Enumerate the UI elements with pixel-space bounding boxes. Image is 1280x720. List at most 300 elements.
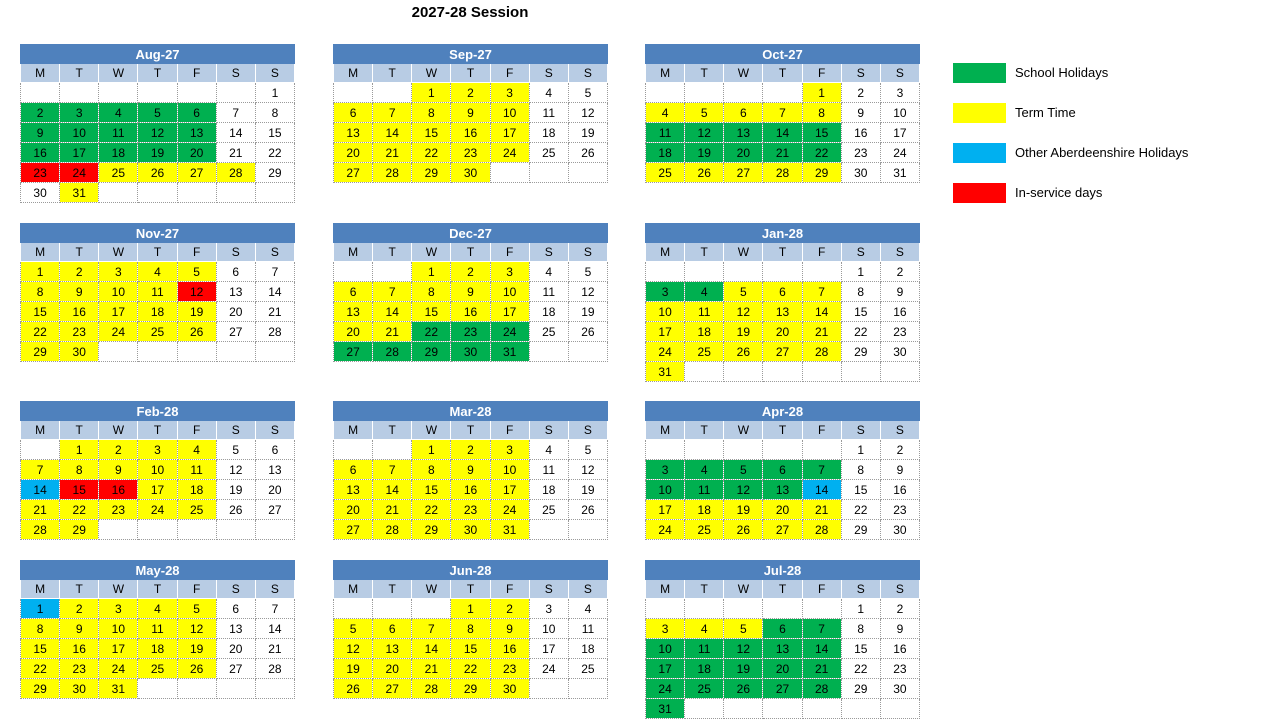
empty-cell (373, 83, 412, 103)
day-cell: 29 (255, 163, 294, 183)
day-cell: 4 (685, 282, 724, 302)
weekday-header: T (685, 243, 724, 262)
day-cell: 8 (841, 460, 880, 480)
empty-cell (99, 183, 138, 203)
day-cell: 22 (412, 143, 451, 163)
day-cell: 8 (21, 282, 60, 302)
day-cell: 21 (21, 500, 60, 520)
day-cell: 28 (763, 163, 802, 183)
day-cell: 5 (568, 440, 607, 460)
day-cell: 29 (841, 342, 880, 362)
day-cell: 13 (724, 123, 763, 143)
day-cell: 29 (21, 342, 60, 362)
day-cell: 21 (802, 659, 841, 679)
day-cell: 12 (334, 639, 373, 659)
day-cell: 30 (60, 342, 99, 362)
weekday-header: M (646, 580, 685, 599)
day-cell: 8 (412, 103, 451, 123)
day-cell: 18 (568, 639, 607, 659)
day-cell: 9 (451, 103, 490, 123)
empty-cell (724, 699, 763, 719)
day-cell: 5 (685, 103, 724, 123)
month-calendar-sep-27 (333, 44, 608, 183)
month-calendar-oct-27 (645, 44, 920, 183)
day-cell: 6 (373, 619, 412, 639)
day-cell: 22 (255, 143, 294, 163)
day-cell: 1 (21, 599, 60, 619)
month-calendar-feb-28 (20, 401, 295, 540)
weekday-header: M (21, 421, 60, 440)
day-cell: 10 (99, 282, 138, 302)
empty-cell (685, 262, 724, 282)
day-cell: 9 (451, 282, 490, 302)
day-cell: 21 (412, 659, 451, 679)
day-cell: 17 (99, 302, 138, 322)
day-cell: 24 (646, 520, 685, 540)
day-cell: 25 (685, 520, 724, 540)
day-cell: 18 (685, 500, 724, 520)
empty-cell (646, 599, 685, 619)
weekday-header: T (685, 580, 724, 599)
day-cell: 18 (685, 659, 724, 679)
empty-cell (255, 679, 294, 699)
day-cell: 31 (490, 520, 529, 540)
day-cell: 9 (60, 282, 99, 302)
weekday-header: S (880, 64, 919, 83)
weekday-header: W (724, 580, 763, 599)
day-cell: 2 (451, 83, 490, 103)
day-cell: 5 (138, 103, 177, 123)
weekday-header: W (412, 64, 451, 83)
day-cell: 6 (763, 282, 802, 302)
day-cell: 22 (841, 500, 880, 520)
weekday-header: T (373, 421, 412, 440)
day-cell: 22 (60, 500, 99, 520)
day-cell: 12 (724, 639, 763, 659)
day-cell: 1 (60, 440, 99, 460)
day-cell: 14 (255, 619, 294, 639)
day-cell: 30 (490, 679, 529, 699)
day-cell: 13 (763, 639, 802, 659)
weekday-header: W (412, 243, 451, 262)
day-cell: 13 (373, 639, 412, 659)
day-cell: 5 (568, 262, 607, 282)
day-cell: 3 (529, 599, 568, 619)
empty-cell (373, 440, 412, 460)
empty-cell (177, 520, 216, 540)
day-cell: 9 (880, 619, 919, 639)
day-cell: 8 (802, 103, 841, 123)
weekday-header: T (138, 64, 177, 83)
day-cell: 27 (177, 163, 216, 183)
empty-cell (568, 679, 607, 699)
weekday-header: T (451, 580, 490, 599)
day-cell: 1 (841, 440, 880, 460)
weekday-header: M (646, 421, 685, 440)
day-cell: 16 (880, 480, 919, 500)
empty-cell (724, 440, 763, 460)
day-cell: 8 (255, 103, 294, 123)
day-cell: 7 (255, 262, 294, 282)
weekday-header: W (99, 243, 138, 262)
day-cell: 22 (21, 659, 60, 679)
day-cell: 29 (60, 520, 99, 540)
day-cell: 15 (802, 123, 841, 143)
day-cell: 15 (412, 302, 451, 322)
empty-cell (412, 599, 451, 619)
day-cell: 10 (646, 302, 685, 322)
day-cell: 9 (490, 619, 529, 639)
day-cell: 27 (334, 163, 373, 183)
day-cell: 13 (334, 480, 373, 500)
day-cell: 29 (841, 679, 880, 699)
day-cell: 19 (724, 500, 763, 520)
weekday-header: T (763, 421, 802, 440)
day-cell: 4 (685, 619, 724, 639)
day-cell: 5 (177, 599, 216, 619)
day-cell: 9 (21, 123, 60, 143)
day-cell: 8 (21, 619, 60, 639)
empty-cell (60, 83, 99, 103)
empty-cell (529, 342, 568, 362)
day-cell: 1 (451, 599, 490, 619)
day-cell: 28 (412, 679, 451, 699)
day-cell: 9 (451, 460, 490, 480)
day-cell: 16 (60, 639, 99, 659)
month-title: Mar-28 (334, 402, 608, 421)
day-cell: 14 (216, 123, 255, 143)
weekday-header: T (451, 421, 490, 440)
day-cell: 19 (216, 480, 255, 500)
day-cell: 27 (334, 342, 373, 362)
empty-cell (763, 362, 802, 382)
day-cell: 9 (880, 282, 919, 302)
day-cell: 20 (334, 322, 373, 342)
weekday-header: S (568, 580, 607, 599)
day-cell: 3 (490, 83, 529, 103)
day-cell: 10 (490, 282, 529, 302)
weekday-header: S (255, 580, 294, 599)
empty-cell (802, 262, 841, 282)
empty-cell (685, 599, 724, 619)
weekday-header: S (216, 421, 255, 440)
day-cell: 30 (451, 163, 490, 183)
day-cell: 14 (373, 123, 412, 143)
empty-cell (646, 262, 685, 282)
day-cell: 12 (568, 103, 607, 123)
day-cell: 3 (60, 103, 99, 123)
day-cell: 23 (490, 659, 529, 679)
empty-cell (99, 520, 138, 540)
day-cell: 26 (568, 322, 607, 342)
day-cell: 31 (99, 679, 138, 699)
month-title: Feb-28 (21, 402, 295, 421)
day-cell: 19 (334, 659, 373, 679)
day-cell: 2 (99, 440, 138, 460)
month-calendar-nov-27 (20, 223, 295, 362)
day-cell: 18 (529, 123, 568, 143)
day-cell: 23 (21, 163, 60, 183)
day-cell: 24 (490, 500, 529, 520)
day-cell: 25 (529, 500, 568, 520)
day-cell: 12 (177, 619, 216, 639)
weekday-header: M (21, 243, 60, 262)
empty-cell (841, 362, 880, 382)
day-cell: 11 (177, 460, 216, 480)
weekday-header: T (685, 64, 724, 83)
day-cell: 26 (177, 322, 216, 342)
day-cell: 25 (138, 659, 177, 679)
day-cell: 2 (880, 262, 919, 282)
day-cell: 30 (880, 520, 919, 540)
weekday-header: S (216, 580, 255, 599)
day-cell: 20 (724, 143, 763, 163)
day-cell: 24 (646, 679, 685, 699)
empty-cell (334, 262, 373, 282)
day-cell: 11 (529, 282, 568, 302)
day-cell: 22 (451, 659, 490, 679)
day-cell: 14 (255, 282, 294, 302)
legend-swatch (953, 63, 1006, 83)
day-cell: 4 (99, 103, 138, 123)
day-cell: 15 (255, 123, 294, 143)
day-cell: 29 (412, 163, 451, 183)
weekday-header: T (60, 421, 99, 440)
day-cell: 9 (880, 460, 919, 480)
day-cell: 18 (177, 480, 216, 500)
empty-cell (841, 699, 880, 719)
day-cell: 6 (334, 460, 373, 480)
weekday-header: M (334, 243, 373, 262)
weekday-header: T (763, 243, 802, 262)
month-title: Oct-27 (646, 45, 920, 64)
day-cell: 2 (60, 599, 99, 619)
weekday-header: T (60, 64, 99, 83)
day-cell: 5 (724, 460, 763, 480)
day-cell: 2 (451, 440, 490, 460)
day-cell: 23 (60, 659, 99, 679)
day-cell: 4 (177, 440, 216, 460)
day-cell: 1 (412, 262, 451, 282)
day-cell: 28 (373, 520, 412, 540)
weekday-header: M (646, 243, 685, 262)
day-cell: 2 (451, 262, 490, 282)
day-cell: 15 (60, 480, 99, 500)
legend-swatch (953, 103, 1006, 123)
page-title: 2027-28 Session (411, 4, 529, 21)
day-cell: 19 (177, 639, 216, 659)
day-cell: 25 (685, 679, 724, 699)
day-cell: 12 (724, 302, 763, 322)
month-calendar-jun-28 (333, 560, 608, 699)
day-cell: 15 (841, 639, 880, 659)
weekday-header: W (412, 421, 451, 440)
empty-cell (216, 342, 255, 362)
empty-cell (685, 362, 724, 382)
day-cell: 11 (99, 123, 138, 143)
weekday-header: S (568, 243, 607, 262)
day-cell: 27 (763, 342, 802, 362)
day-cell: 8 (451, 619, 490, 639)
day-cell: 20 (216, 639, 255, 659)
day-cell: 17 (490, 480, 529, 500)
day-cell: 2 (60, 262, 99, 282)
weekday-header: F (490, 580, 529, 599)
day-cell: 23 (880, 500, 919, 520)
weekday-header: T (685, 421, 724, 440)
day-cell: 29 (21, 679, 60, 699)
day-cell: 24 (490, 143, 529, 163)
empty-cell (724, 362, 763, 382)
empty-cell (138, 342, 177, 362)
empty-cell (724, 262, 763, 282)
empty-cell (138, 183, 177, 203)
day-cell: 31 (490, 342, 529, 362)
day-cell: 20 (763, 659, 802, 679)
weekday-header: W (412, 580, 451, 599)
weekday-header: S (880, 421, 919, 440)
day-cell: 27 (724, 163, 763, 183)
day-cell: 3 (99, 262, 138, 282)
weekday-header: S (841, 580, 880, 599)
day-cell: 10 (490, 460, 529, 480)
day-cell: 21 (373, 322, 412, 342)
day-cell: 7 (802, 460, 841, 480)
weekday-header: M (21, 580, 60, 599)
empty-cell (763, 699, 802, 719)
day-cell: 6 (763, 460, 802, 480)
empty-cell (216, 679, 255, 699)
weekday-header: W (724, 64, 763, 83)
empty-cell (216, 83, 255, 103)
weekday-header: F (490, 421, 529, 440)
day-cell: 1 (255, 83, 294, 103)
day-cell: 15 (21, 639, 60, 659)
day-cell: 17 (880, 123, 919, 143)
weekday-header: M (21, 64, 60, 83)
weekday-header: S (529, 580, 568, 599)
empty-cell (529, 163, 568, 183)
day-cell: 6 (334, 103, 373, 123)
empty-cell (334, 599, 373, 619)
day-cell: 2 (490, 599, 529, 619)
weekday-header: S (880, 580, 919, 599)
day-cell: 18 (99, 143, 138, 163)
month-calendar-may-28 (20, 560, 295, 699)
day-cell: 16 (60, 302, 99, 322)
weekday-header: F (802, 580, 841, 599)
day-cell: 3 (99, 599, 138, 619)
day-cell: 13 (177, 123, 216, 143)
day-cell: 24 (99, 322, 138, 342)
day-cell: 11 (685, 480, 724, 500)
day-cell: 10 (60, 123, 99, 143)
weekday-header: M (334, 421, 373, 440)
day-cell: 10 (880, 103, 919, 123)
day-cell: 7 (763, 103, 802, 123)
day-cell: 21 (255, 639, 294, 659)
empty-cell (880, 362, 919, 382)
day-cell: 19 (568, 302, 607, 322)
day-cell: 10 (646, 480, 685, 500)
empty-cell (646, 83, 685, 103)
weekday-header: W (99, 64, 138, 83)
weekday-header: T (373, 580, 412, 599)
day-cell: 26 (568, 500, 607, 520)
day-cell: 22 (412, 322, 451, 342)
day-cell: 23 (451, 322, 490, 342)
weekday-header: F (490, 243, 529, 262)
day-cell: 21 (216, 143, 255, 163)
day-cell: 24 (646, 342, 685, 362)
empty-cell (490, 163, 529, 183)
weekday-header: F (177, 64, 216, 83)
month-calendar-jan-28 (645, 223, 920, 382)
day-cell: 30 (21, 183, 60, 203)
month-title: Sep-27 (334, 45, 608, 64)
day-cell: 16 (451, 123, 490, 143)
day-cell: 31 (646, 362, 685, 382)
day-cell: 2 (880, 599, 919, 619)
day-cell: 15 (412, 480, 451, 500)
day-cell: 9 (841, 103, 880, 123)
empty-cell (763, 262, 802, 282)
day-cell: 11 (138, 619, 177, 639)
day-cell: 16 (451, 480, 490, 500)
day-cell: 1 (21, 262, 60, 282)
empty-cell (763, 440, 802, 460)
day-cell: 4 (529, 262, 568, 282)
empty-cell (21, 83, 60, 103)
day-cell: 11 (568, 619, 607, 639)
day-cell: 11 (685, 639, 724, 659)
day-cell: 23 (880, 659, 919, 679)
month-title: Jan-28 (646, 224, 920, 243)
day-cell: 25 (529, 322, 568, 342)
day-cell: 24 (529, 659, 568, 679)
day-cell: 30 (880, 342, 919, 362)
day-cell: 22 (412, 500, 451, 520)
day-cell: 1 (802, 83, 841, 103)
day-cell: 13 (763, 480, 802, 500)
day-cell: 6 (255, 440, 294, 460)
empty-cell (724, 83, 763, 103)
weekday-header: T (451, 243, 490, 262)
day-cell: 25 (529, 143, 568, 163)
weekday-header: W (99, 580, 138, 599)
day-cell: 18 (685, 322, 724, 342)
day-cell: 3 (490, 262, 529, 282)
empty-cell (568, 163, 607, 183)
day-cell: 15 (21, 302, 60, 322)
weekday-header: S (880, 243, 919, 262)
day-cell: 28 (255, 322, 294, 342)
day-cell: 27 (255, 500, 294, 520)
day-cell: 4 (685, 460, 724, 480)
day-cell: 20 (255, 480, 294, 500)
empty-cell (334, 440, 373, 460)
empty-cell (685, 83, 724, 103)
empty-cell (685, 440, 724, 460)
weekday-header: S (255, 421, 294, 440)
day-cell: 21 (373, 500, 412, 520)
month-title: Jun-28 (334, 561, 608, 580)
day-cell: 26 (724, 679, 763, 699)
weekday-header: S (216, 64, 255, 83)
day-cell: 8 (841, 619, 880, 639)
day-cell: 26 (334, 679, 373, 699)
day-cell: 6 (334, 282, 373, 302)
